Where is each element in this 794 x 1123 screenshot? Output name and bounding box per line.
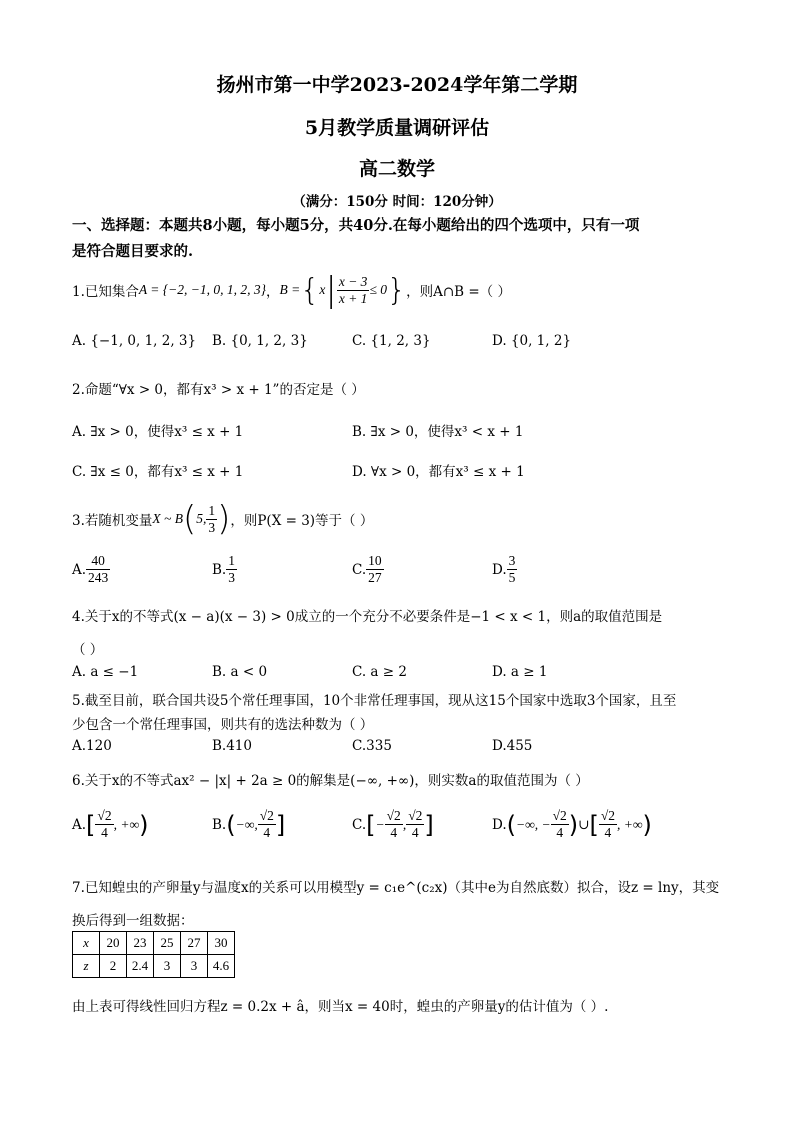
question-3-stem: 3.若随机变量 X ~ B ( 5, $\frac{1}{3}$ ) ，则P(X = 3)等于（ ） xyxy=(72,499,374,539)
q6-option-a: A. [ $\frac{√2}{4}$ , +∞ ) xyxy=(72,808,149,840)
q4-option-b: B. a < 0 xyxy=(212,664,268,680)
question-7-line3: 由上表可得线性回归方程z = 0.2x + â，则当x = 40时，蝗虫的产卵量y的估计值为（ ）. xyxy=(72,999,609,1015)
q3-option-d: D. $\frac{3}{5}$ xyxy=(492,553,516,585)
score-time-line: （满分：150分 时间：120分钟） xyxy=(292,194,502,210)
q6-option-c: C. [ − $\frac{√2}{4}$ , $\frac{√2}{4}$ ] xyxy=(352,808,434,840)
q5-option-b: B.410 xyxy=(212,738,252,754)
question-4-stem-cont: （ ） xyxy=(72,642,104,658)
question-4-stem: 4.关于x的不等式(x − a)(x − 3) > 0成立的一个充分不必要条件是−1 < x < 1，则a的取值范围是 xyxy=(72,609,663,625)
q1-option-a: A. {−1, 0, 1, 2, 3} xyxy=(72,333,197,349)
q1-option-c: C. {1, 2, 3} xyxy=(352,333,431,349)
q4-option-a: A. a ≤ −1 xyxy=(72,664,139,680)
q1-fraction: $\frac{x - 3}{x + 1}$ xyxy=(338,273,368,306)
question-7-line1: 7.已知蝗虫的产卵量y与温度x的关系可以用模型y = c₁e^(c₂x)（其中e为自然底数）拟合，设z = lny，其变 xyxy=(72,880,720,896)
question-2-stem: 2.命题“∀x > 0，都有x³ > x + 1”的否定是（ ） xyxy=(72,382,365,398)
q5-option-d: D.455 xyxy=(492,738,533,754)
table-row: x 20 23 25 27 30 xyxy=(73,932,235,955)
q2-option-c: C. ∃x ≤ 0，都有x³ ≤ x + 1 xyxy=(72,464,244,480)
q3-option-b: B. $\frac{1}{3}$ xyxy=(212,553,235,585)
q6-option-d: D. ( −∞, − $\frac{√2}{4}$ ) ∪ [ $\frac{√2}{4}$ , +∞ ) xyxy=(492,808,652,840)
exam-title-subject: 高二数学 xyxy=(358,158,435,180)
exam-title-school: 扬州市第一中学2023-2024学年第二学期 xyxy=(216,74,578,96)
q2-option-b: B. ∃x > 0，使得x³ < x + 1 xyxy=(352,424,524,440)
question-7-line2: 换后得到一组数据： xyxy=(72,913,194,929)
q3-fraction: $\frac{1}{3}$ xyxy=(208,502,216,535)
question-5-line2: 少包含一个常任理事国，则共有的选法种数为（ ） xyxy=(72,717,374,733)
q7-data-table xyxy=(72,931,235,978)
q6-option-b: B. ( −∞, $\frac{√2}{4}$ ] xyxy=(212,808,286,840)
q1-option-d: D. {0, 1, 2} xyxy=(492,333,572,349)
q4-option-d: D. a ≥ 1 xyxy=(492,664,548,680)
q2-option-d: D. ∀x > 0，都有x³ ≤ x + 1 xyxy=(352,464,525,480)
question-6-stem: 6.关于x的不等式ax² − |x| + 2a ≥ 0的解集是(−∞, +∞)，则实数a的取值范围为（ ） xyxy=(72,773,589,789)
table-row: z 2 2.4 3 3 4.6 xyxy=(73,955,235,978)
exam-title-assessment: 5月教学质量调研评估 xyxy=(304,117,490,139)
section-heading-line1: 一、选择题：本题共8小题，每小题5分，共40分.在每小题给出的四个选项中，只有一项 xyxy=(72,217,640,234)
question-5-line1: 5.截至目前，联合国共设5个常任理事国，10个非常任理事国，现从这15个国家中选取3个国家，且至 xyxy=(72,693,677,709)
question-1-stem: 1.已知集合 A = {−2, −1, 0, 1, 2, 3} ， B = { x | $\frac{x - 3}{x + 1}$ ≤ 0 } ，则A∩B =（ ） xyxy=(72,270,511,310)
q3-option-c: C. $\frac{10}{27}$ xyxy=(352,553,382,585)
q5-option-c: C.335 xyxy=(352,738,392,754)
q1-option-b: B. {0, 1, 2, 3} xyxy=(212,333,308,349)
section-heading-line2: 是符合题目要求的. xyxy=(72,243,194,260)
q5-option-a: A.120 xyxy=(72,738,112,754)
q4-option-c: C. a ≥ 2 xyxy=(352,664,407,680)
q3-option-a: A. $\frac{40}{243}$ xyxy=(72,553,109,585)
q2-option-a: A. ∃x > 0，使得x³ ≤ x + 1 xyxy=(72,424,244,440)
